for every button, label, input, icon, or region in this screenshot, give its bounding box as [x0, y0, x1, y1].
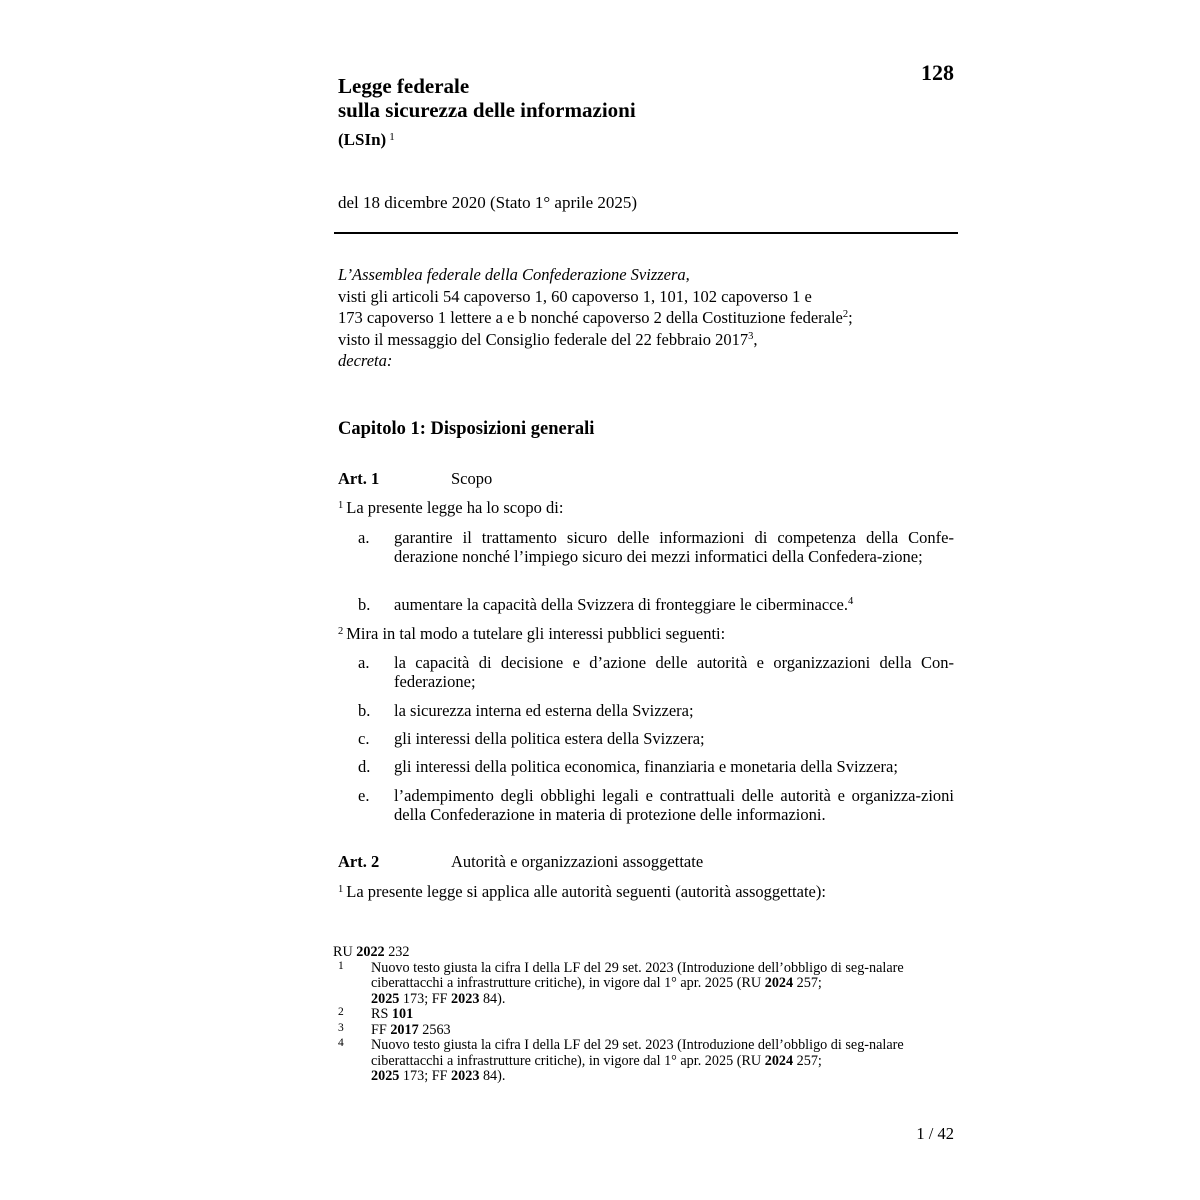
law-abbreviation	[338, 130, 395, 150]
law-date: del 18 dicembre 2020 (Stato 1° aprile 2025)	[338, 193, 638, 212]
fn-year: 2024	[764, 975, 794, 991]
item-text: la capacità di decisione e d’azione delle autorità e organizzazioni della Con-federazione;	[394, 653, 954, 691]
para-text: La presente legge si applica alle autorità seguenti (autorità assoggettate):	[346, 882, 826, 901]
fn-text: Nuovo testo giusta la cifra I della LF del 29 set. 2023 (Introduzione dell’obbligo di seg-nalare ciberattacchi a infrastrutture critiche), in vigore dal 1° apr. 2025 (RU	[371, 1037, 904, 1069]
item-text: aumentare la capacità della Svizzera di fronteggiare le ciberminacce.	[394, 595, 848, 614]
ru-prefix: RU	[333, 944, 353, 960]
item-letter: d.	[358, 757, 371, 776]
fn-year: 2025	[371, 1068, 400, 1084]
fn-year: 2024	[764, 1052, 794, 1069]
ru-page: 232	[388, 944, 410, 960]
fn-page: 257;	[796, 975, 822, 991]
abbreviation-text: (LSIn)	[338, 130, 387, 149]
art-1-number: Art. 1	[338, 469, 380, 488]
chapter-1-heading: Capitolo 1: Disposizioni generali	[338, 419, 595, 439]
item-text: gli interessi della politica estera della Svizzera;	[394, 729, 705, 748]
fn-year: 2025	[371, 990, 400, 1007]
preamble-line-3-text: visto il messaggio del Consiglio federale del 22 febbraio 2017	[338, 329, 749, 349]
item-text: l’adempimento degli obblighi legali e contrattuali delle autorità e organizza-zioni della Confederazione in materia di protezione delle informazioni.	[394, 786, 954, 824]
footnote-number: 3	[338, 1021, 344, 1034]
art-2-para-1	[338, 882, 958, 901]
title-line-2: sulla sicurezza delle informazioni	[338, 98, 636, 122]
item-letter: a.	[358, 653, 370, 672]
ru-year: 2022	[356, 944, 385, 960]
para-number: 2	[338, 626, 344, 637]
footnote-text	[371, 1007, 939, 1023]
footnote-ref-1[interactable]: 1	[389, 131, 395, 143]
header-divider	[334, 232, 958, 234]
art-1-heading	[338, 469, 492, 489]
art-1-para-2	[338, 624, 958, 643]
title-line-1: Legge federale	[338, 74, 470, 98]
footnote-ref-2[interactable]: 2	[842, 309, 849, 320]
fn-year: 2023	[451, 1068, 480, 1084]
preamble-assembly: L’Assemblea federale della Confederazione Svizzera,	[338, 265, 690, 284]
document-title	[338, 74, 636, 122]
item-text: la sicurezza interna ed esterna della Svizzera;	[394, 701, 694, 720]
footnote-3	[333, 1023, 953, 1039]
fn-year: 2017	[390, 1021, 419, 1038]
art-1-title: Scopo	[451, 469, 493, 488]
sr-number: 128	[921, 60, 954, 85]
item-letter: e.	[358, 786, 370, 805]
art-2-heading	[338, 852, 703, 872]
item-letter: a.	[358, 528, 370, 547]
item-text-wrap	[394, 595, 954, 614]
page-number: 1 / 42	[916, 1124, 954, 1143]
preamble	[338, 264, 958, 372]
item-text: gli interessi della politica economica, finanziaria e monetaria della Svizzera;	[394, 757, 898, 776]
para-text: La presente legge ha lo scopo di:	[346, 498, 564, 517]
footnotes	[333, 945, 953, 1085]
preamble-decree: decreta:	[338, 351, 393, 370]
footnote-1	[333, 961, 953, 1008]
footnote-ref-4[interactable]: 4	[847, 596, 854, 607]
footnote-number: 1	[338, 959, 344, 972]
item-letter: c.	[358, 729, 370, 748]
preamble-line-2	[338, 307, 958, 329]
preamble-line-3-end: ,	[753, 329, 758, 349]
fn-year: 2023	[451, 990, 480, 1007]
footnote-2	[333, 1007, 953, 1023]
art-2-number: Art. 2	[338, 852, 380, 871]
item-letter: b.	[358, 595, 371, 614]
footnote-number: 2	[338, 1006, 344, 1018]
ru-reference	[333, 945, 953, 961]
fn-number: 101	[391, 1006, 414, 1022]
para-text: Mira in tal modo a tutelare gli interessi pubblici seguenti:	[346, 624, 726, 643]
fn-text: Nuovo testo giusta la cifra I della LF del 29 set. 2023 (Introduzione dell’obbligo di seg-nalare ciberattacchi a infrastrutture critiche), in vigore dal 1° apr. 2025 (RU	[371, 959, 904, 991]
para-number: 1	[338, 500, 344, 511]
art-2-title: Autorità e organizzazioni assoggettate	[451, 852, 704, 871]
preamble-line-3	[338, 329, 958, 351]
preamble-line-1: visti gli articoli 54 capoverso 1, 60 capoverso 1, 101, 102 capoverso 1 e	[338, 286, 812, 306]
footnote-text	[371, 1038, 939, 1085]
fn-prefix: FF	[371, 1021, 387, 1038]
footnote-4	[333, 1038, 953, 1085]
footnote-text	[371, 1023, 939, 1039]
fn-page: 2563	[422, 1021, 451, 1038]
footnote-text	[371, 961, 939, 1008]
fn-prefix: RS	[371, 1006, 389, 1022]
fn-page: 84).	[482, 1068, 506, 1084]
item-text: garantire il trattamento sicuro delle informazioni di competenza della Confe-derazione nonché l’impiego sicuro dei mezzi informatici della Confedera-zione;	[394, 528, 954, 566]
fn-page: 84).	[482, 990, 506, 1007]
fn-page: 257;	[796, 1052, 822, 1069]
preamble-line-2-text: 173 capoverso 1 lettere a e b nonché capoverso 2 della Costituzione federale	[338, 308, 843, 327]
footnote-number: 4	[338, 1037, 344, 1049]
para-number: 1	[338, 884, 344, 895]
preamble-line-2-end: ;	[848, 308, 853, 327]
footnote-ref-3[interactable]: 3	[748, 330, 754, 342]
art-1-para-1	[338, 498, 958, 517]
fn-page: 173; FF	[402, 990, 448, 1007]
fn-page: 173; FF	[402, 1068, 448, 1084]
item-letter: b.	[358, 701, 371, 720]
